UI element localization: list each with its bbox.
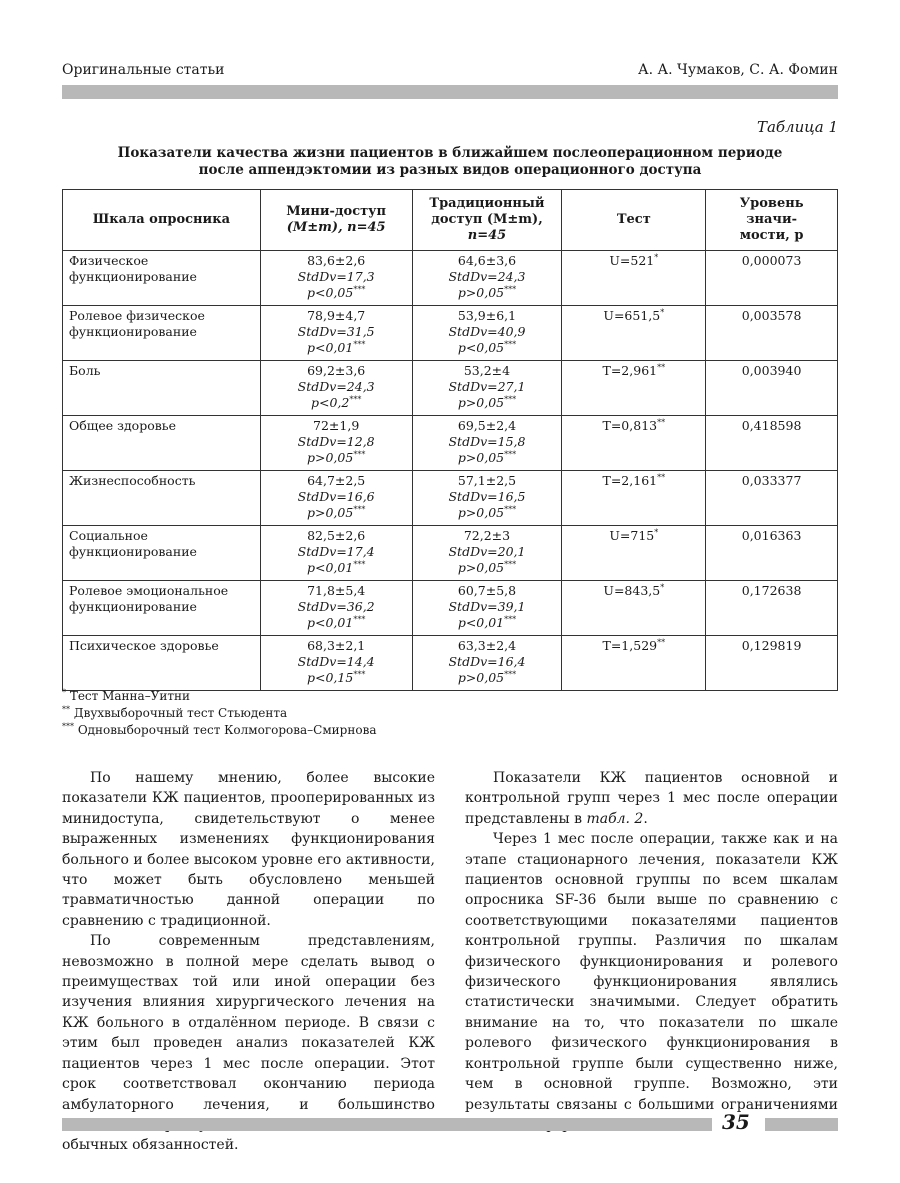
table-row (63, 581, 838, 636)
col-header-mini: Мини-доступ (M±m), n=45 (260, 190, 412, 251)
cell-significance: 0,003940 (706, 361, 838, 416)
table-footnotes (62, 688, 377, 739)
col-header-significance: Уровень значи- мости, p (706, 190, 838, 251)
cell-significance: 0,418598 (706, 416, 838, 471)
footer-rule-right (765, 1118, 838, 1131)
footnote: *** Одновыборочный тест Колмогорова–Смирнова (62, 722, 377, 737)
cell-scale: Ролевое эмоциональное функционирование (63, 581, 261, 636)
col-header-traditional: Традиционный доступ (M±m), n=45 (412, 190, 562, 251)
cell-scale: Ролевое физическое функционирование (63, 306, 261, 361)
paragraph: По нашему мнению, более высокие показатели КЖ пациентов, прооперированных из минидоступа, свидетельствуют о менее выраженных изменениях функционирования больного и более высоком уровне его активности, что может быть обусловлено меньшей травматичностью данной операции по сравнению с традиционной. (62, 770, 435, 929)
body-column-left (62, 768, 435, 1156)
table-title-line-2: после аппендэктомии из разных видов операционного доступа (198, 162, 702, 178)
section-name: Оригинальные статьи (62, 62, 225, 78)
paragraph: По современным представлениям, невозможно в полной мере сделать вывод о преимуществах той или иной операции без изучения влияния хирургического лечения на КЖ больного в отдалённом периоде. В связи с этим был проведен анализ показателей КЖ пациентов через 1 мес после операции. Этот срок соответствовал окончанию периода амбулаторного лечения, и большинство обычных обязанностей. (62, 933, 435, 1154)
cell-scale: Боль (63, 361, 261, 416)
cell-test: T=2,961** (562, 361, 706, 416)
table-row (63, 636, 838, 691)
cell-significance: 0,172638 (706, 581, 838, 636)
cell-scale: Жизнеспособность (63, 471, 261, 526)
cell-test: U=651,5* (562, 306, 706, 361)
table-row (63, 306, 838, 361)
cell-significance: 0,016363 (706, 526, 838, 581)
table-label: Таблица 1 (756, 118, 838, 136)
table-title-line-1: Показатели качества жизни пациентов в ближайшем послеоперационном периоде (117, 145, 783, 161)
cell-traditional: 60,7±5,8 StdDv=39,1 p<0,01*** (412, 581, 562, 636)
cell-significance: 0,033377 (706, 471, 838, 526)
table-row (63, 526, 838, 581)
cell-significance: 0,129819 (706, 636, 838, 691)
table-row (63, 361, 838, 416)
header-rule (62, 85, 838, 99)
table-title (62, 145, 838, 179)
col-header-scale: Шкала опросника (63, 190, 261, 251)
cell-traditional: 64,6±3,6 StdDv=24,3 p>0,05*** (412, 251, 562, 306)
cell-mini: 68,3±2,1 StdDv=14,4 p<0,15*** (260, 636, 412, 691)
paragraph: Через 1 мес после операции, также как и на этапе стационарного лечения, показатели КЖ пациентов основной группы по всем шкалам опросника SF-36 были выше по сравнению с соответствующими показателями пациентов контрольной группы. Различия по шкалам физического функционирования и ролевого физического функционирования являлись статистически значимыми. Следует обратить внимание на то, что показатели по шкале ролевого физического функционирования в контрольной группе были существенно ниже, чем в основной группе. Возможно, эти результаты связаны с большими ограничениями (465, 831, 838, 1113)
cell-scale: Физическое функционирование (63, 251, 261, 306)
paragraph: Показатели КЖ пациентов основной и контрольной групп через 1 мес после операции представлены в табл. 2. (465, 770, 838, 827)
table-header-row (63, 190, 838, 251)
cell-mini: 82,5±2,6 StdDv=17,4 p<0,01*** (260, 526, 412, 581)
quality-of-life-table (62, 189, 838, 691)
cell-test: U=843,5* (562, 581, 706, 636)
cell-test: T=1,529** (562, 636, 706, 691)
footnote: * Тест Манна–Уитни (62, 688, 191, 703)
cell-traditional: 53,9±6,1 StdDv=40,9 p<0,05*** (412, 306, 562, 361)
table-row (63, 471, 838, 526)
table-reference-link: табл. 2 (586, 810, 644, 827)
running-header (62, 62, 838, 82)
cell-traditional: 57,1±2,5 StdDv=16,5 p>0,05*** (412, 471, 562, 526)
cell-test: T=0,813** (562, 416, 706, 471)
page-number: 35 (722, 1110, 750, 1134)
cell-significance: 0,000073 (706, 251, 838, 306)
cell-scale: Общее здоровье (63, 416, 261, 471)
body-column-right (465, 768, 838, 1135)
cell-traditional: 72,2±3 StdDv=20,1 p>0,05*** (412, 526, 562, 581)
cell-test: U=521* (562, 251, 706, 306)
table-row (63, 416, 838, 471)
cell-mini: 64,7±2,5 StdDv=16,6 p>0,05*** (260, 471, 412, 526)
cell-test: U=715* (562, 526, 706, 581)
col-header-test: Тест (562, 190, 706, 251)
footnote: ** Двухвыборочный тест Стьюдента (62, 705, 288, 720)
cell-test: T=2,161** (562, 471, 706, 526)
cell-mini: 71,8±5,4 StdDv=36,2 p<0,01*** (260, 581, 412, 636)
cell-traditional: 53,2±4 StdDv=27,1 p>0,05*** (412, 361, 562, 416)
authors: А. А. Чумаков, С. А. Фомин (638, 62, 838, 78)
cell-significance: 0,003578 (706, 306, 838, 361)
cell-scale: Психическое здоровье (63, 636, 261, 691)
cell-mini: 69,2±3,6 StdDv=24,3 p<0,2*** (260, 361, 412, 416)
footer-rule (62, 1118, 712, 1131)
cell-scale: Социальное функционирование (63, 526, 261, 581)
cell-traditional: 63,3±2,4 StdDv=16,4 p>0,05*** (412, 636, 562, 691)
cell-mini: 78,9±4,7 StdDv=31,5 p<0,01*** (260, 306, 412, 361)
cell-traditional: 69,5±2,4 StdDv=15,8 p>0,05*** (412, 416, 562, 471)
cell-mini: 72±1,9 StdDv=12,8 p>0,05*** (260, 416, 412, 471)
cell-mini: 83,6±2,6 StdDv=17,3 p<0,05*** (260, 251, 412, 306)
table-row (63, 251, 838, 306)
